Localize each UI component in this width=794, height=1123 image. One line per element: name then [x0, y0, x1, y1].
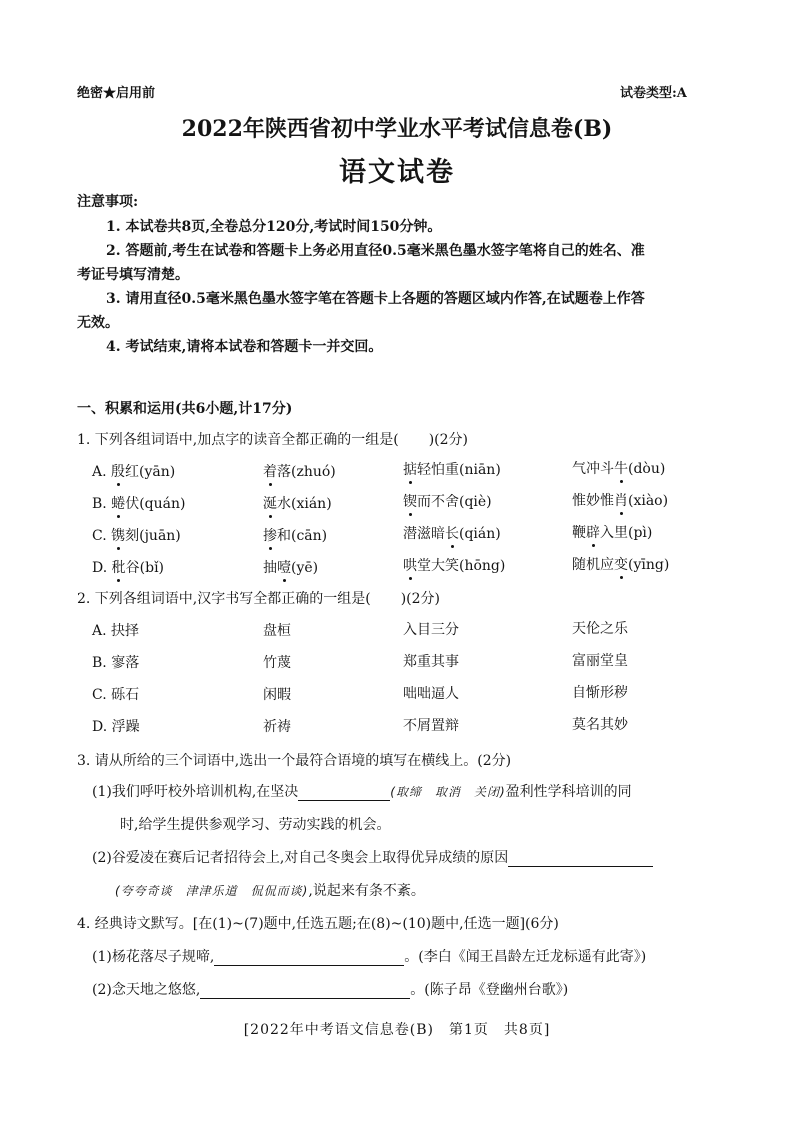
exam-title: 2022年陕西省初中学业水平考试信息卷(B) [181, 116, 613, 142]
q1-option-b-4: 惟妙惟肖(xiào) [572, 493, 669, 509]
q1-option-c-4: 鞭辟入里(pì) [572, 525, 653, 541]
notice-heading: 注意事项: [77, 194, 139, 210]
q2-option-a-4: 天伦之乐 [572, 621, 628, 637]
notice-item-3b: 无效。 [77, 315, 119, 331]
q1-option-c-1: C. 镌刻(juān) [92, 528, 181, 544]
q3-blank-1[interactable] [298, 800, 390, 801]
q2-option-b-3: 郑重其事 [403, 654, 459, 670]
notice-item-1: 1. 本试卷共8页,全卷总分120分,考试时间150分钟。 [106, 219, 442, 235]
q4-part2: (2)念天地之悠悠, 。(陈子昂《登幽州台歌》) [92, 982, 569, 998]
q1-option-d-1: D. 秕谷(bǐ) [92, 560, 165, 576]
exam-subtitle: 语文试卷 [339, 157, 455, 188]
q4-blank-2[interactable] [200, 998, 410, 999]
q1-option-b-3: 锲而不舍(qiè) [403, 494, 492, 510]
q2-option-a-1: A. 抉择 [92, 623, 140, 639]
q1-option-a-1: A. 殷红(yān) [92, 464, 176, 480]
paper-type-label: 试卷类型:A [620, 86, 687, 101]
q1-option-d-4: 随机应变(yīng) [572, 557, 670, 573]
q3-part2-line2: (夸夸奇谈 津津乐道 侃侃而谈),说起来有条不紊。 [115, 883, 425, 899]
q2-option-d-4: 莫名其妙 [572, 717, 628, 733]
q1-option-a-2: 着落(zhuó) [263, 464, 336, 480]
notice-item-2a: 2. 答题前,考生在试卷和答题卡上务必用直径0.5毫米黑色墨水签字笔将自己的姓名、准 [106, 243, 645, 259]
q3-part2-line1: (2)谷爱凌在赛后记者招待会上,对自己冬奥会上取得优异成绩的原因 [92, 847, 653, 867]
q1-option-a-3: 掂轻怕重(niān) [403, 462, 501, 478]
q4-blank-1[interactable] [214, 965, 404, 966]
q1-option-b-1: B. 蜷伏(quán) [92, 496, 186, 512]
q2-option-c-4: 自惭形秽 [572, 685, 628, 701]
q4-part1: (1)杨花落尽子规啼, 。(李白《闻王昌龄左迁龙标遥有此寄》) [92, 949, 647, 965]
q3-part1-line1: (1)我们呼吁校外培训机构,在坚决 (取缔 取消 关闭)盈利性学科培训的同 [92, 784, 632, 800]
page-footer: [2022年中考语文信息卷(B) 第1页 共8页] [243, 1022, 551, 1038]
q2-option-d-2: 祈祷 [263, 719, 291, 735]
q3-part1-line2: 时,给学生提供参观学习、劳动实践的机会。 [120, 817, 391, 833]
q1-stem: 1. 下列各组词语中,加点字的读音全都正确的一组是( )(2分) [77, 432, 469, 448]
q1-option-d-2: 抽噎(yē) [263, 560, 319, 576]
q1-option-d-3: 哄堂大笑(hōng) [403, 558, 506, 574]
q2-option-c-3: 咄咄逼人 [403, 686, 459, 702]
q2-option-a-3: 入目三分 [403, 622, 459, 638]
confidential-label: 绝密★启用前 [77, 86, 156, 101]
section-1-heading: 一、积累和运用(共6小题,计17分) [77, 401, 293, 417]
notice-item-4: 4. 考试结束,请将本试卷和答题卡一并交回。 [106, 339, 383, 355]
q3-stem: 3. 请从所给的三个词语中,选出一个最符合语境的填写在横线上。(2分) [77, 753, 512, 769]
q2-option-d-3: 不屑置辩 [403, 718, 459, 734]
q2-option-d-1: D. 浮躁 [92, 719, 140, 735]
q2-option-b-1: B. 寥落 [92, 655, 140, 671]
q3-blank-2[interactable] [508, 866, 653, 867]
q1-option-c-3: 潜滋暗长(qián) [403, 526, 501, 542]
q2-option-b-4: 富丽堂皇 [572, 653, 628, 669]
q1-option-b-2: 涎水(xián) [263, 496, 332, 512]
q1-option-a-4: 气冲斗牛(dòu) [572, 461, 666, 477]
q2-option-c-1: C. 砾石 [92, 687, 140, 703]
notice-item-2b: 考证号填写清楚。 [77, 267, 189, 283]
q2-option-c-2: 闲暇 [263, 687, 291, 703]
notice-item-3a: 3. 请用直径0.5毫米黑色墨水签字笔在答题卡上各题的答题区域内作答,在试题卷上作答 [106, 291, 645, 307]
q2-option-b-2: 竹蔑 [263, 655, 291, 671]
q1-option-c-2: 掺和(cān) [263, 528, 328, 544]
q2-option-a-2: 盘桓 [263, 623, 291, 639]
q2-stem: 2. 下列各组词语中,汉字书写全都正确的一组是( )(2分) [77, 591, 441, 607]
q4-stem: 4. 经典诗文默写。[在(1)~(7)题中,任选五题;在(8)~(10)题中,任选一题](6分) [77, 916, 559, 932]
